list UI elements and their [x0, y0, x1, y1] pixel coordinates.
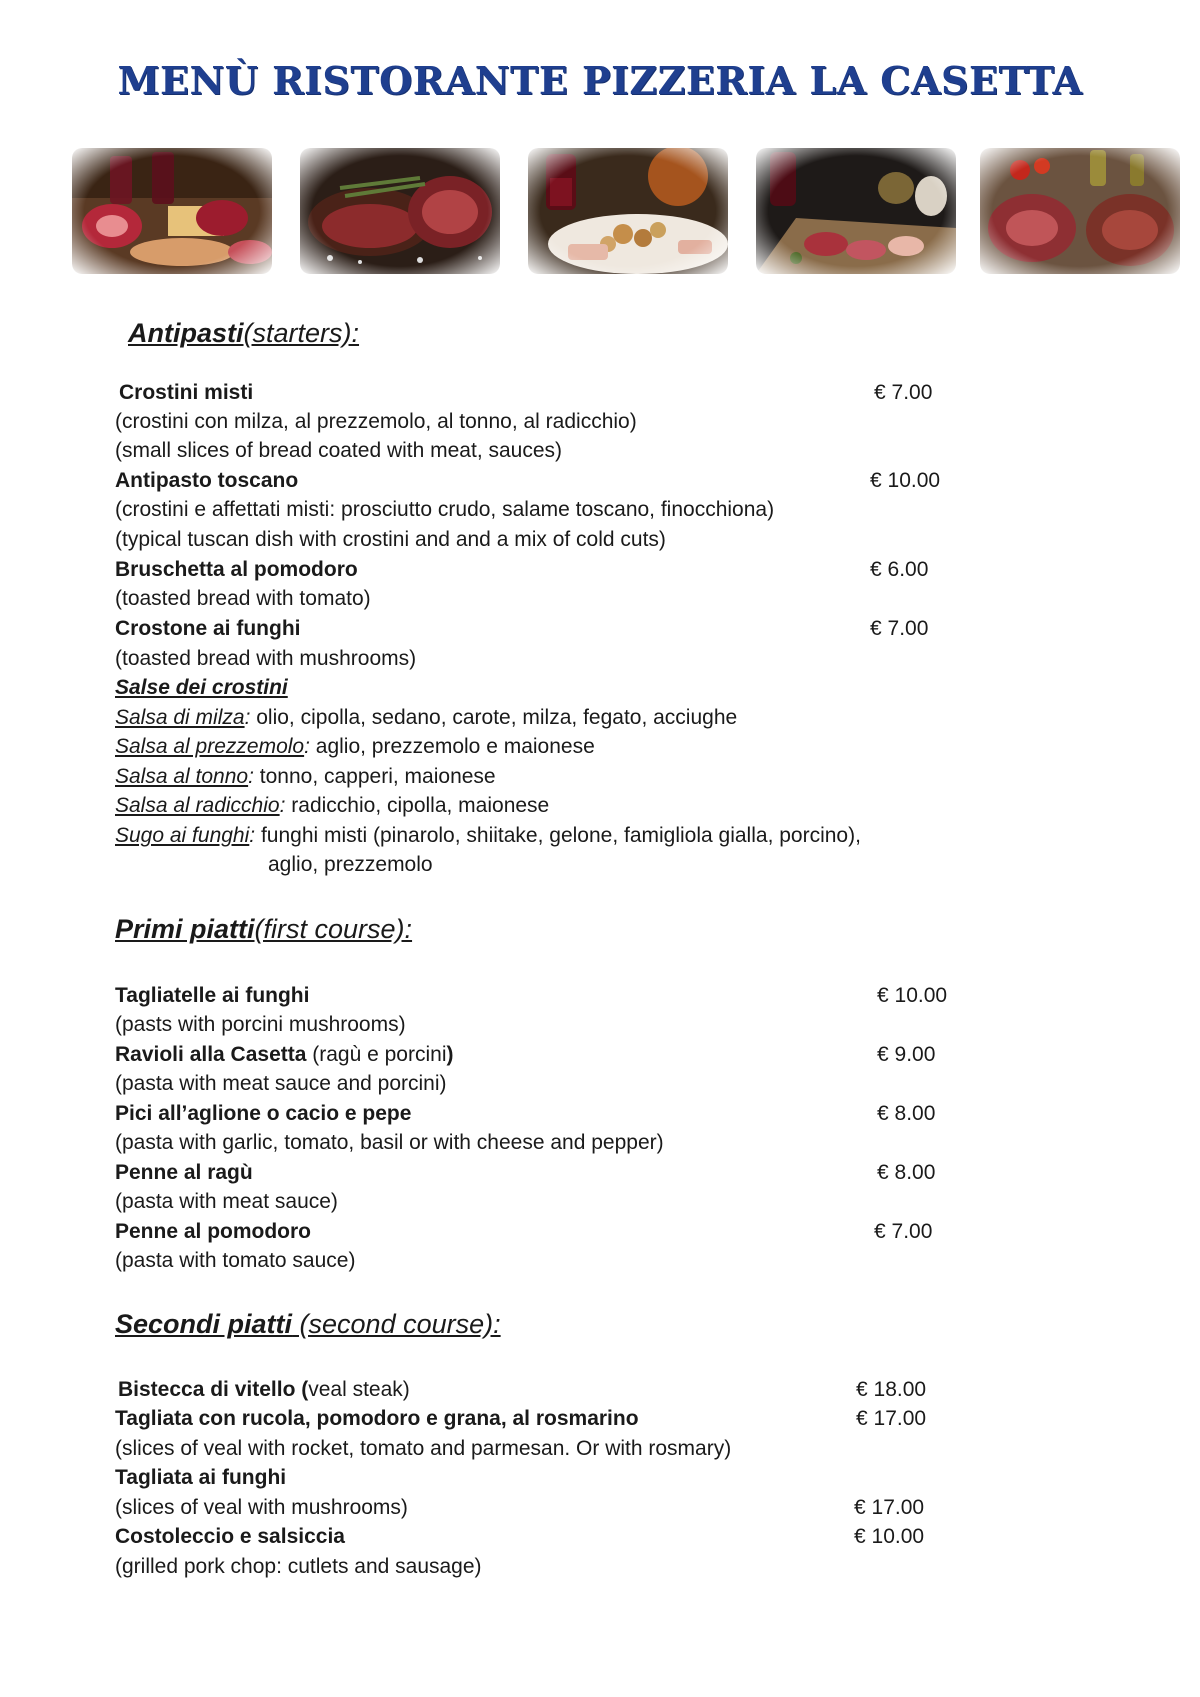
- item-price: € 10.00: [870, 469, 941, 492]
- item-description: (pasta with meat sauce): [115, 1190, 338, 1213]
- antipasti-heading: Antipasti(starters):: [128, 318, 360, 348]
- menu-item: Tagliata con rucola, pomodoro e grana, al rosmarino: [115, 1407, 639, 1430]
- item-description: (pasta with meat sauce and porcini): [115, 1072, 447, 1095]
- sauce-line-continuation: aglio, prezzemolo: [268, 853, 433, 876]
- menu-item: Pici all’aglione o cacio e pepe: [115, 1102, 412, 1125]
- sauce-line: Salsa al prezzemolo: aglio, prezzemolo e maionese: [115, 735, 595, 758]
- cured-meats-cheese-wine-photo: [72, 148, 272, 274]
- menu-item: Tagliata ai funghi: [115, 1466, 287, 1489]
- item-description: (grilled pork chop: cutlets and sausage): [115, 1555, 482, 1578]
- charcuterie-board-photo: [756, 148, 956, 274]
- item-description: (toasted bread with tomato): [115, 587, 371, 610]
- menu-item: Antipasto toscano: [115, 469, 299, 492]
- sauces-heading: Salse dei crostini: [115, 676, 288, 699]
- item-description: (pasts with porcini mushrooms): [115, 1013, 406, 1036]
- sauce-line: Salsa di milza: olio, cipolla, sedano, carote, milza, fegato, acciughe: [115, 706, 738, 729]
- item-price: € 17.00: [856, 1407, 927, 1430]
- sauce-line: Salsa al tonno: tonno, capperi, maionese: [115, 765, 496, 788]
- menu-item: Crostone ai funghi: [115, 617, 301, 640]
- menu-item: Tagliatelle ai funghi: [115, 984, 310, 1007]
- item-price: € 7.00: [870, 617, 929, 640]
- sauce-line: Sugo ai funghi: funghi misti (pinarolo, shiitake, gelone, famigliola gialla, porcino),: [115, 824, 861, 847]
- item-description: (crostini e affettati misti: prosciutto crudo, salame toscano, finocchiona): [115, 498, 775, 521]
- item-description: (typical tuscan dish with crostini and and a mix of cold cuts): [115, 528, 666, 551]
- menu-item: Penne al pomodoro: [115, 1220, 312, 1243]
- menu-title: MENÙ RISTORANTE PIZZERIA LA CASETTA: [117, 58, 1083, 103]
- item-price: € 8.00: [877, 1102, 936, 1125]
- menu-item: Ravioli alla Casetta (ragù e porcini): [115, 1043, 454, 1066]
- item-price: € 7.00: [874, 381, 933, 404]
- item-description: (toasted bread with mushrooms): [115, 647, 417, 670]
- secondi-heading: Secondi piatti (second course):: [115, 1309, 501, 1339]
- item-price: € 10.00: [877, 984, 948, 1007]
- item-price: € 10.00: [854, 1525, 925, 1548]
- menu-item: Costoleccio e salsiccia: [115, 1525, 345, 1548]
- item-price: € 17.00: [854, 1496, 925, 1519]
- wine-appetizer-plate-photo: [528, 148, 728, 274]
- menu-item: Bruschetta al pomodoro: [115, 558, 358, 581]
- item-description: (pasta with garlic, tomato, basil or with cheese and pepper): [115, 1131, 664, 1154]
- item-description: (pasta with tomato sauce): [115, 1249, 356, 1272]
- item-price: € 9.00: [877, 1043, 936, 1066]
- item-description: (slices of veal with mushrooms): [115, 1496, 408, 1519]
- item-description: (small slices of bread coated with meat, sauces): [115, 439, 563, 462]
- raw-steaks-photo: [980, 148, 1180, 274]
- item-price: € 6.00: [870, 558, 929, 581]
- item-price: € 18.00: [856, 1378, 927, 1401]
- item-price: € 7.00: [874, 1220, 933, 1243]
- sauce-line: Salsa al radicchio: radicchio, cipolla, maionese: [115, 794, 550, 817]
- item-description: (crostini con milza, al prezzemolo, al tonno, al radicchio): [115, 410, 637, 433]
- menu-item: Penne al ragù: [115, 1161, 253, 1184]
- grilled-steak-photo: [300, 148, 500, 274]
- item-price: € 8.00: [877, 1161, 936, 1184]
- primi-heading: Primi piatti(first course):: [115, 914, 413, 944]
- item-description: (slices of veal with rocket, tomato and parmesan. Or with rosmary): [115, 1437, 732, 1460]
- menu-item: Crostini misti: [119, 381, 254, 404]
- menu-item: Bistecca di vitello (veal steak): [118, 1378, 410, 1401]
